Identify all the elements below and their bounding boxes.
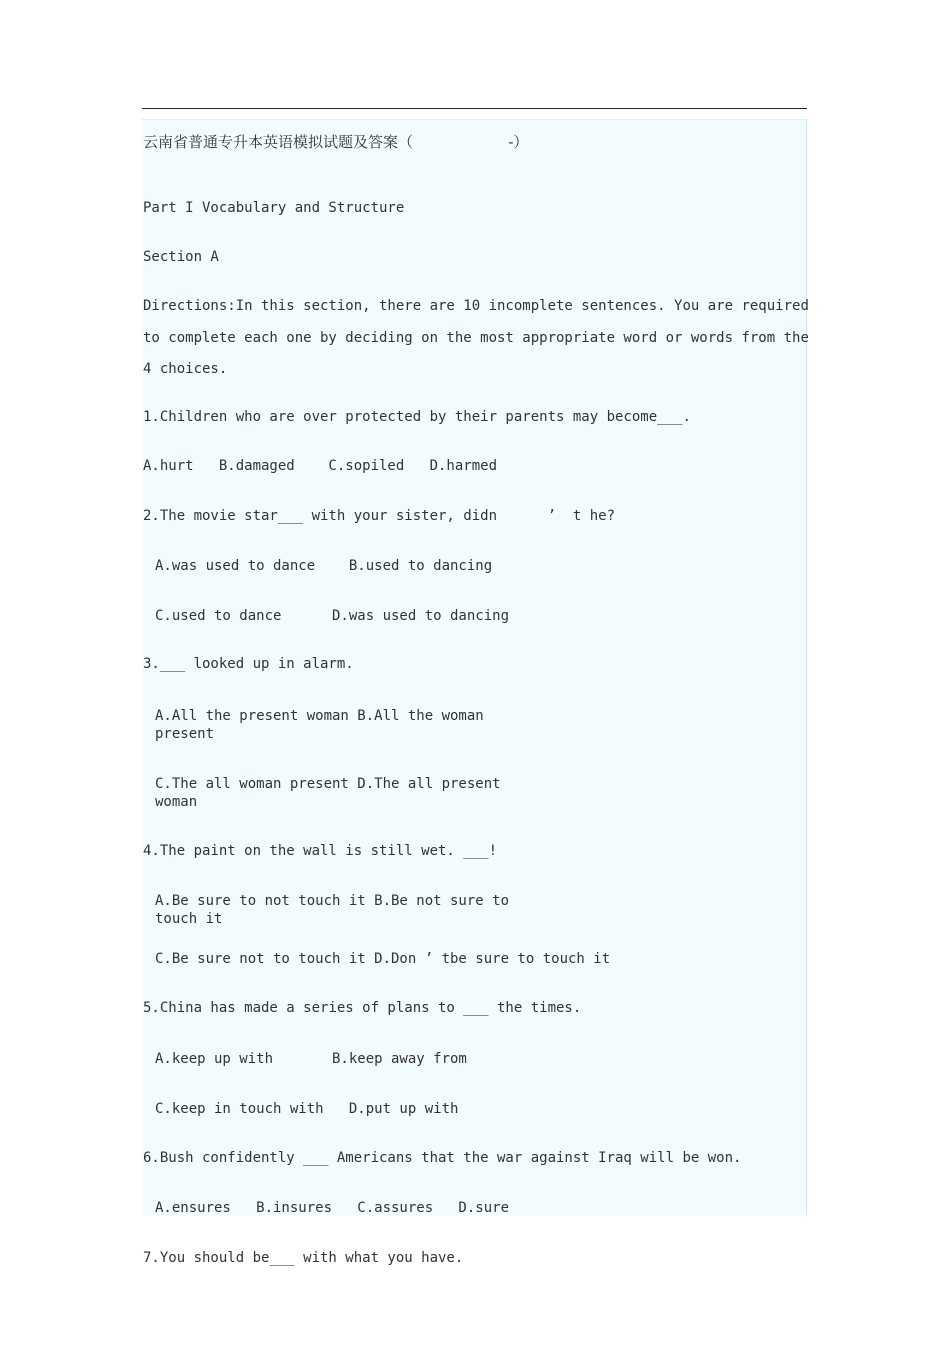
question-1-options: A.hurt B.damaged C.sopiled D.harmed [143,458,498,474]
question-4-stem: 4.The paint on the wall is still wet. ___! [143,843,498,859]
question-2-options-ab: A.was used to dance B.used to dancing [155,558,493,574]
question-3-options-ab: A.All the present woman B.All the woman present [155,708,484,742]
question-5-options-cd: C.keep in touch with D.put up with [155,1101,459,1117]
document-title: 云南省普通专升本英语模拟试题及答案（ -） [143,133,529,151]
question-5-stem: 5.China has made a series of plans to ___ the times. [143,1000,582,1016]
question-5-options-ab: A.keep up with B.keep away from [155,1051,467,1067]
section-heading: Section A [143,249,219,265]
top-rule [142,108,807,109]
question-6-options: A.ensures B.insures C.assures D.sure [155,1200,510,1216]
question-4-options-cd: C.Be sure not to touch it D.Don ’ tbe sure to touch it [155,951,611,967]
question-3-stem: 3.___ looked up in alarm. [143,656,354,672]
question-2-options-cd: C.used to dance D.was used to dancing [155,608,510,624]
question-1-stem: 1.Children who are over protected by their parents may become___. [143,409,691,425]
part-heading: Part I Vocabulary and Structure [143,200,405,216]
directions-line-2: to complete each one by deciding on the most appropriate word or words from the [143,330,809,346]
directions-line-3: 4 choices. [143,361,228,377]
question-4-options-ab: A.Be sure to not touch it B.Be not sure to touch it [155,893,510,927]
question-2-stem: 2.The movie star___ with your sister, didn ’ t he? [143,508,616,524]
directions-line-1: Directions:In this section, there are 10 incomplete sentences. You are required [143,298,809,314]
question-3-options-cd: C.The all woman present D.The all present woman [155,776,501,810]
question-7-stem: 7.You should be___ with what you have. [143,1250,464,1266]
question-6-stem: 6.Bush confidently ___ Americans that the war against Iraq will be won. [143,1150,742,1166]
